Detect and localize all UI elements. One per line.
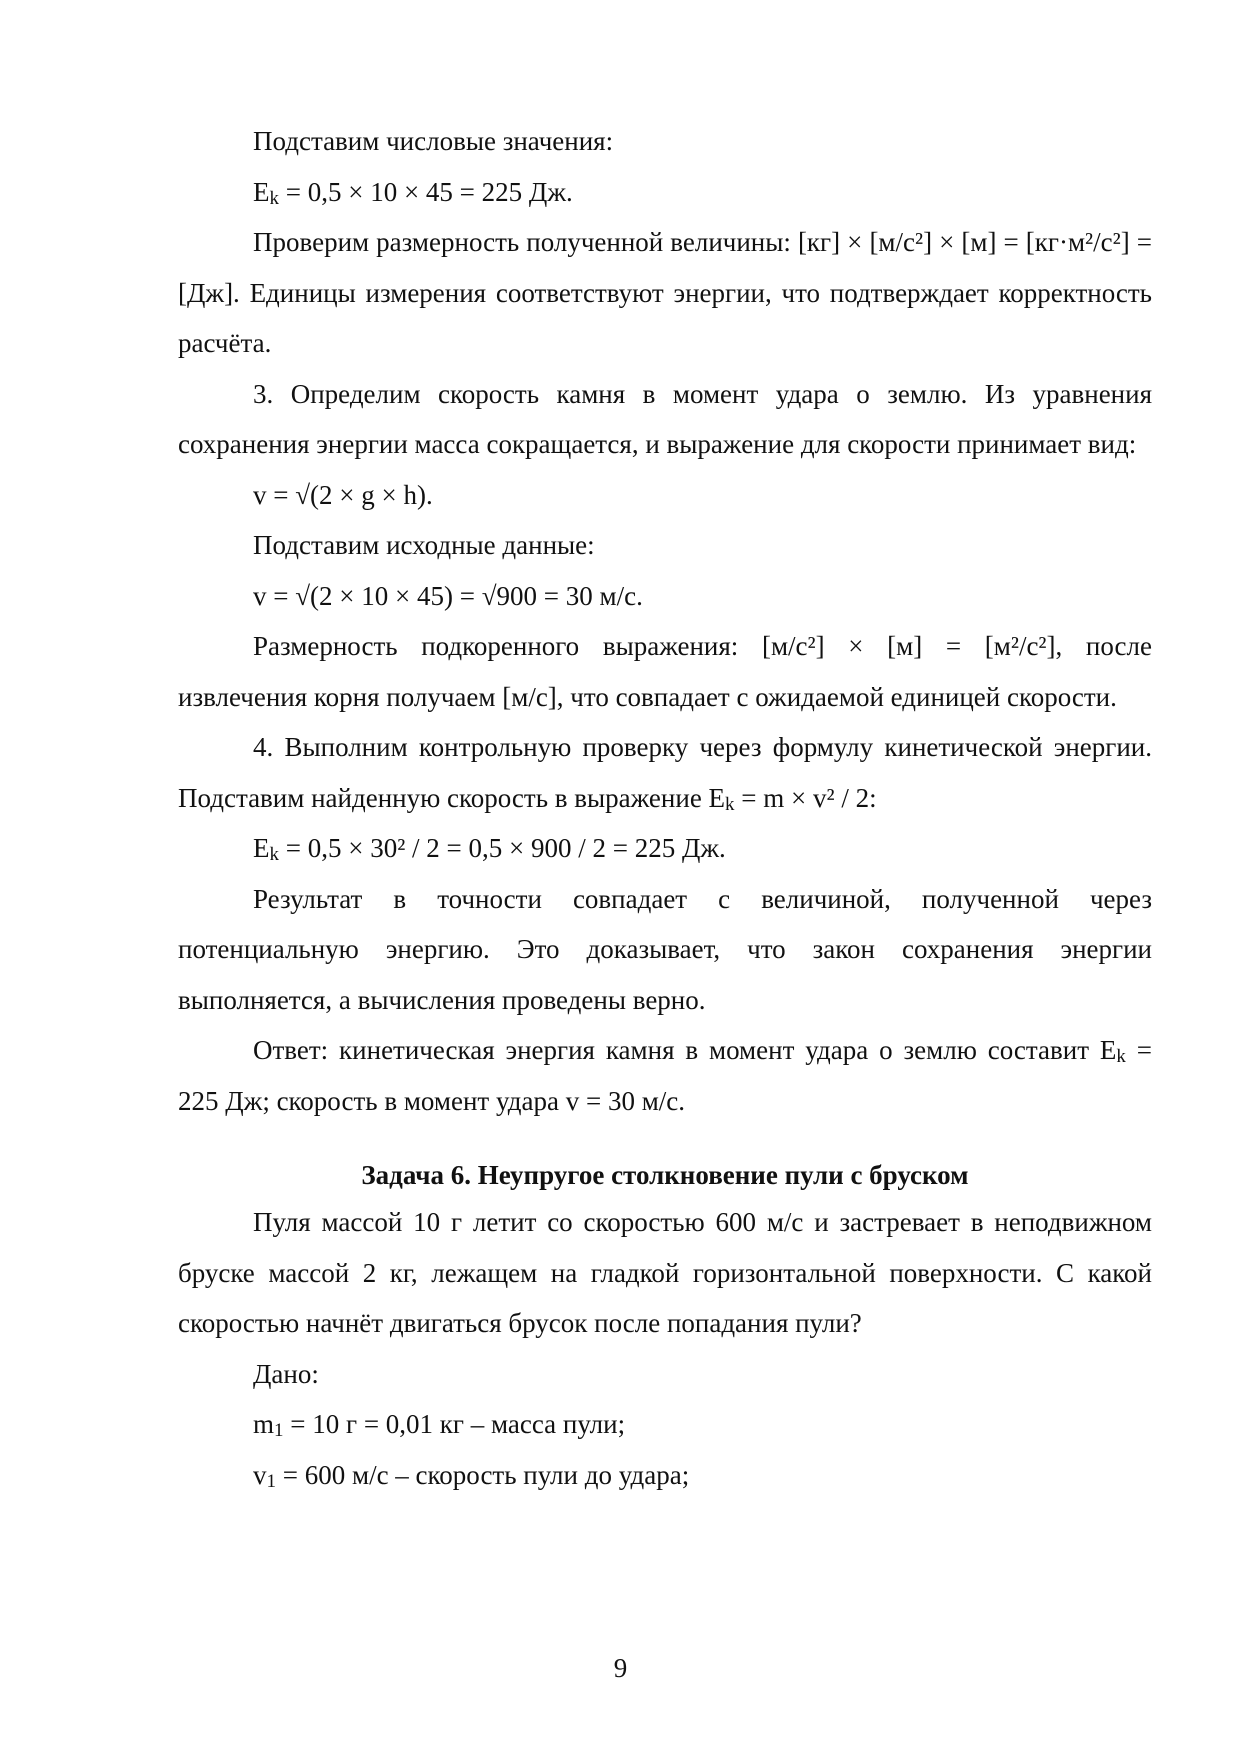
formula-velocity-value: v = √(2 × 10 × 45) = √900 = 30 м/с.: [253, 580, 643, 611]
formula-kinetic-energy: Ek = 0,5 × 10 × 45 = 225 Дж.: [253, 176, 573, 209]
page-number: 9: [613, 1653, 628, 1683]
given-bullet-velocity: v1 = 600 м/с – скорость пули до удара;: [253, 1459, 690, 1492]
document-page: [178, 116, 1152, 1500]
paragraph-result: Результат в точности совпадает с величиной, полученной через потенциальную энергию. Это доказывает, что закон сохранения энергии выполняется, а вычисления проведены верно.: [178, 883, 1152, 1015]
paragraph-dimension-check: Проверим размерность полученной величины: [кг] × [м/с²] × [м] = [кг·м²/с²] = [Дж]. Единицы измерения соответствуют энергии, что подтверждает корректность расчёта.: [178, 227, 1152, 358]
paragraph-step-3: 3. Определим скорость камня в момент удара о землю. Из уравнения сохранения энергии масса сокращается, и выражение для скорости принимает вид:: [178, 378, 1152, 459]
formula-velocity-general: v = √(2 × g × h).: [253, 479, 433, 510]
paragraph-answer: Ответ: кинетическая энергия камня в момент удара о землю составит Ek = 225 Дж; скорость в момент удара v = 30 м/с.: [178, 1035, 1152, 1116]
formula-kinetic-check: Ek = 0,5 × 30² / 2 = 0,5 × 900 / 2 = 225 Дж.: [253, 833, 726, 865]
paragraph-radicand-dimension: Размерность подкоренного выражения: [м/с²] × [м] = [м²/с²], после извлечения корня получаем [м/с], что совпадает с ожидаемой единицей скорости.: [178, 631, 1152, 712]
paragraph-substitute-values: Подставим числовые значения:: [253, 126, 614, 156]
section-heading-task-6: Задача 6. Неупругое столкновение пули с бруском: [361, 1160, 969, 1190]
paragraph-given: Дано:: [253, 1358, 319, 1389]
given-bullet-mass: m1 = 10 г = 0,01 кг – масса пули;: [253, 1409, 626, 1441]
paragraph-step-4: 4. Выполним контрольную проверку через формулу кинетической энергии. Подставим найденную скорость в выражение Ek = m × v² / 2:: [178, 732, 1152, 815]
paragraph-task-6-statement: Пуля массой 10 г летит со скоростью 600 м/с и застревает в неподвижном бруске массой 2 кг, лежащем на гладкой горизонтальной поверхности. С какой скоростью начнёт двигаться брусок после попадания пули?: [178, 1207, 1152, 1338]
paragraph-substitute-data: Подставим исходные данные:: [253, 530, 595, 560]
